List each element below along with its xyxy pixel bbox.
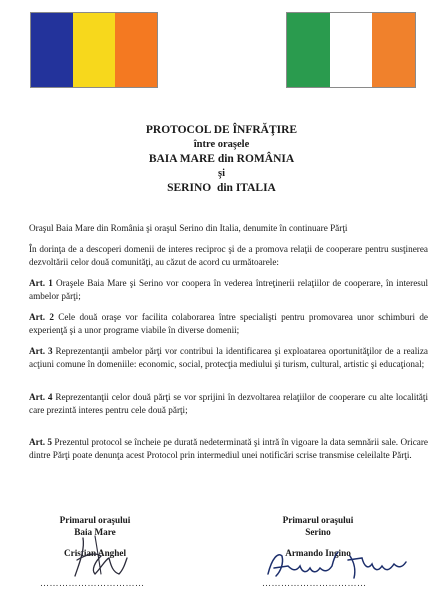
left-city: Baia Mare — [74, 526, 116, 537]
romania-flag-band-blue — [31, 13, 73, 87]
romania-flag-band-orange — [115, 13, 157, 87]
article-4 — [29, 391, 428, 416]
left-role: Primarul oraşului — [59, 515, 131, 525]
article-2 — [29, 311, 428, 336]
document-title — [0, 123, 443, 196]
italy-flag-band-green — [287, 13, 330, 87]
romania-flag — [30, 12, 158, 88]
romania-flag-band-yellow — [73, 13, 115, 87]
intro-text: Oraşul Baia Mare din România şi oraşul Serino din Italia, denumite în continuare Părţi — [29, 223, 348, 233]
italy-flag-band-white — [330, 13, 373, 87]
article-3 — [29, 345, 428, 370]
handwritten-signature-left — [65, 530, 135, 580]
title-line-3: BAIA MARE din ROMÂNIA — [148, 153, 295, 165]
preamble-paragraph — [29, 243, 428, 268]
article-4-label: Art. 4 — [29, 392, 53, 402]
signature-line-left: …………………………… — [40, 578, 145, 588]
title-line-1: PROTOCOL DE ÎNFRĂŢIRE — [145, 124, 298, 136]
signature-line-right: …………………………… — [262, 578, 367, 588]
right-city: Serino — [305, 526, 331, 537]
preamble-text: În dorinţa de a descoperi domenii de interes reciproc şi de a promova relaţii de cooperare pentru susţinerea dezvoltării celor două comunităţi, au căzut de acord cu următoarele: — [29, 244, 428, 267]
title-line-2: între oraşele — [193, 138, 250, 150]
left-name: Cristian Anghel — [63, 548, 127, 558]
article-3-text: Reprezentanţii ambelor părţi vor contribui la identificarea şi exploatarea oportunităţilor de a realiza acţiuni comune în domeniile: economic, social, protecţia mediului şi turism, cultural, artistic şi educaţional; — [29, 346, 428, 369]
article-3-label: Art. 3 — [29, 346, 53, 356]
title-line-5: SERINO din ITALIA — [167, 182, 276, 194]
article-1 — [29, 277, 428, 302]
article-2-label: Art. 2 — [29, 312, 54, 322]
article-2-text: Cele două oraşe vor facilita colaborarea între specialişti pentru promovarea unor schimburi de experienţă şi a unor programe viabile în diverse domenii; — [29, 312, 428, 335]
handwritten-signature-right — [262, 548, 412, 582]
article-4-text: Reprezentanţii celor două părţi se vor sprijini în dezvoltarea relaţiilor de cooperare cu alte localităţi care prezintă interes pentru cele două părţi; — [29, 392, 428, 415]
italy-flag-band-orange — [372, 13, 415, 87]
italy-flag — [286, 12, 416, 88]
intro-paragraph — [29, 222, 428, 235]
article-5-label: Art. 5 — [29, 437, 53, 447]
right-name: Armando Ingino — [285, 548, 351, 558]
article-5-text: Prezentul protocol se încheie pe durată nedeterminată şi intră în vigoare la data semnării sale. Oricare dintre Părţi poate denunţa acest Protocol prin intermediul unei notificări scrise transmise celeilalte Părţi. — [29, 437, 428, 460]
right-role: Primarul oraşului — [282, 515, 354, 525]
article-1-text: Oraşele Baia Mare şi Serino vor coopera în vederea întreţinerii relaţiilor de cooperare, în interesul ambelor părţi; — [29, 278, 428, 301]
article-5 — [29, 436, 428, 461]
title-line-4: şi — [217, 167, 225, 179]
article-1-label: Art. 1 — [29, 278, 53, 288]
